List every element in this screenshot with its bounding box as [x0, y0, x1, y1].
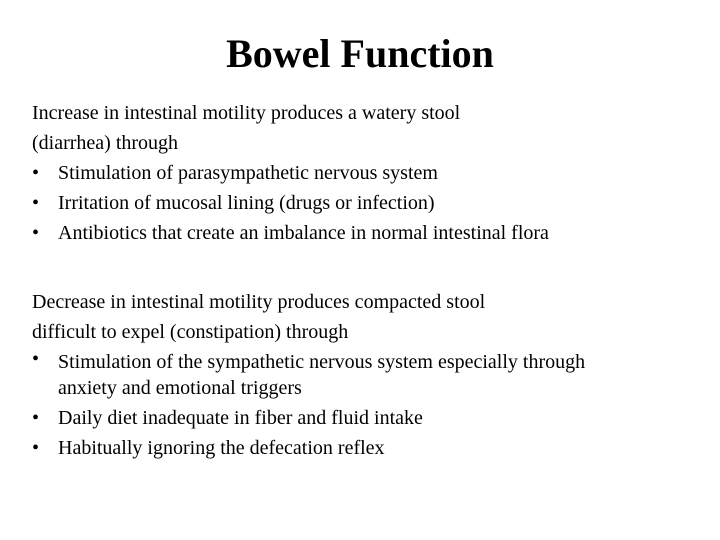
bullet-icon: • — [32, 407, 40, 429]
list-item — [32, 433, 692, 463]
list-item — [32, 188, 692, 218]
section-intro: Increase in intestinal motility produces a watery stool (diarrhea) through — [32, 102, 461, 154]
bullet-list — [32, 158, 692, 248]
list-item — [32, 403, 692, 433]
bullet-icon: • — [32, 162, 40, 184]
bullet-icon: • — [32, 437, 40, 459]
list-item-text: Irritation of mucosal lining (drugs or infection) — [58, 192, 435, 214]
list-item — [32, 218, 692, 248]
list-item-text: Stimulation of parasympathetic nervous system — [58, 162, 438, 184]
list-item-text: Daily diet inadequate in fiber and fluid intake — [58, 407, 423, 429]
bullet-icon: • — [32, 192, 40, 214]
bullet-list — [32, 347, 692, 463]
list-item-text: Habitually ignoring the defecation reflex — [58, 437, 385, 459]
list-item — [32, 347, 692, 403]
list-item-text: Antibiotics that create an imbalance in normal intestinal flora — [58, 222, 549, 244]
section-diarrhea — [32, 98, 692, 248]
list-item-text: Stimulation of the sympathetic nervous system especially through anxiety and emotional triggers — [58, 351, 586, 399]
section-constipation — [32, 287, 692, 463]
slide-title: Bowel Function — [226, 31, 494, 76]
section-intro: Decrease in intestinal motility produces compacted stool difficult to expel (constipation) through — [32, 291, 486, 343]
bullet-icon: • — [32, 222, 40, 244]
list-item — [32, 158, 692, 188]
bullet-icon: • — [32, 348, 40, 370]
